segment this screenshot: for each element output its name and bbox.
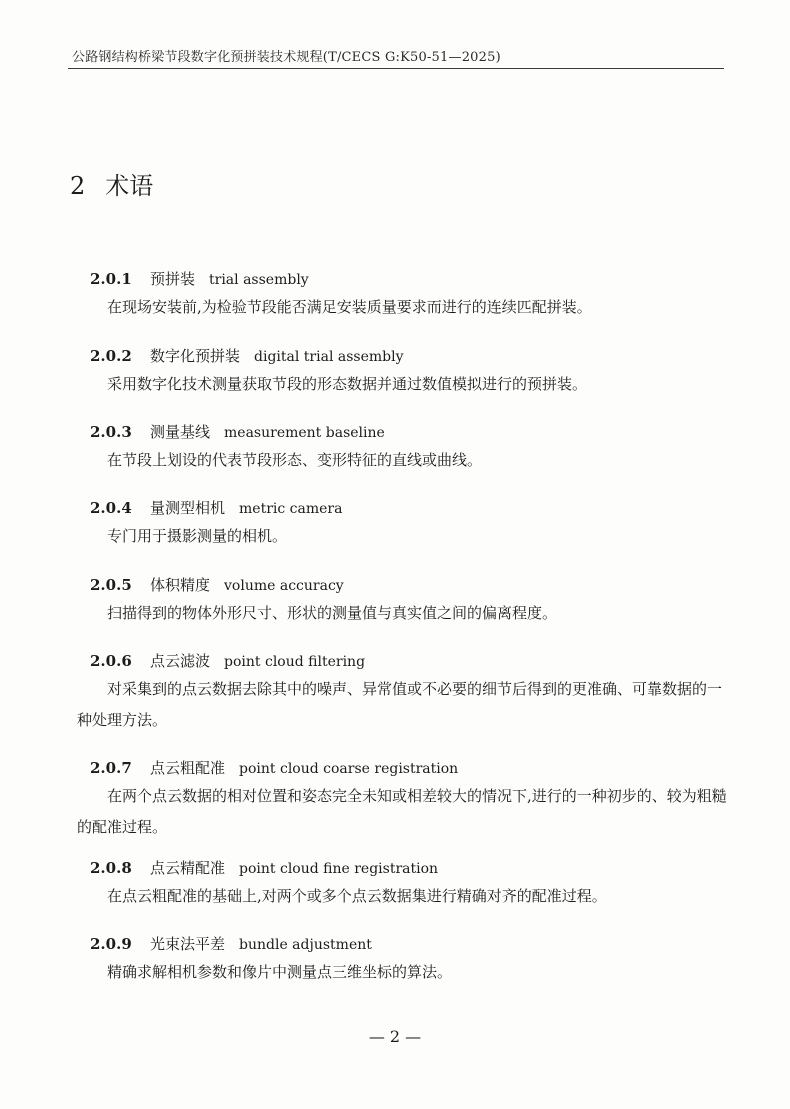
term-english: trial assembly bbox=[209, 272, 309, 288]
term-chinese: 量测型相机 bbox=[150, 499, 226, 517]
term-english: metric camera bbox=[239, 501, 343, 517]
term-number: 2.0.6 bbox=[90, 652, 132, 670]
term-english: point cloud coarse registration bbox=[239, 761, 459, 777]
term-heading bbox=[90, 933, 372, 954]
term-heading bbox=[90, 421, 385, 442]
term-chinese: 光束法平差 bbox=[150, 935, 226, 953]
term-number: 2.0.3 bbox=[90, 423, 132, 441]
term-definition: 在节段上划设的代表节段形态、变形特征的直线或曲线。 bbox=[107, 451, 483, 469]
term-chinese: 点云滤波 bbox=[150, 652, 211, 670]
term-chinese: 点云精配准 bbox=[150, 859, 226, 877]
term-english: point cloud filtering bbox=[224, 654, 366, 670]
term-english: volume accuracy bbox=[224, 578, 344, 594]
term-definition: 对采集到的点云数据去除其中的噪声、异常值或不必要的细节后得到的更准确、可靠数据的一种处理方法。 bbox=[77, 680, 723, 729]
term-english: measurement baseline bbox=[224, 425, 385, 441]
term-english: bundle adjustment bbox=[239, 937, 372, 953]
term-number: 2.0.7 bbox=[90, 759, 132, 777]
chapter-number: 2 bbox=[70, 172, 86, 200]
term-number: 2.0.4 bbox=[90, 499, 132, 517]
term-heading bbox=[90, 650, 365, 671]
header-divider bbox=[68, 68, 724, 69]
term-definition: 在两个点云数据的相对位置和姿态完全未知或相差较大的情况下,进行的一种初步的、较为粗糙的配准过程。 bbox=[77, 787, 727, 836]
term-definition: 在点云粗配准的基础上,对两个或多个点云数据集进行精确对齐的配准过程。 bbox=[107, 887, 607, 905]
term-definition: 精确求解相机参数和像片中测量点三维坐标的算法。 bbox=[107, 963, 453, 981]
term-number: 2.0.1 bbox=[90, 270, 132, 288]
term-number: 2.0.2 bbox=[90, 347, 132, 365]
running-header: 公路钢结构桥梁节段数字化预拼装技术规程(T/CECS G:K50-51—2025) bbox=[72, 50, 501, 65]
term-number: 2.0.5 bbox=[90, 576, 132, 594]
term-chinese: 数字化预拼装 bbox=[150, 347, 241, 365]
page-number: — 2 — bbox=[368, 1027, 422, 1046]
term-heading bbox=[90, 574, 344, 595]
term-chinese: 预拼装 bbox=[150, 270, 196, 288]
term-definition: 采用数字化技术测量获取节段的形态数据并通过数值模拟进行的预拼装。 bbox=[107, 375, 588, 393]
term-english: point cloud fine registration bbox=[239, 861, 439, 877]
term-chinese: 点云粗配准 bbox=[150, 759, 226, 777]
term-heading bbox=[90, 757, 458, 778]
term-heading bbox=[90, 345, 404, 366]
chapter-heading bbox=[70, 166, 153, 201]
term-number: 2.0.8 bbox=[90, 859, 132, 877]
term-number: 2.0.9 bbox=[90, 935, 132, 953]
term-heading bbox=[90, 268, 309, 289]
term-definition: 扫描得到的物体外形尺寸、形状的测量值与真实值之间的偏离程度。 bbox=[107, 604, 558, 622]
chapter-title: 术语 bbox=[105, 172, 154, 200]
term-definition: 在现场安装前,为检验节段能否满足安装质量要求而进行的连续匹配拼装。 bbox=[107, 298, 592, 316]
term-heading bbox=[90, 857, 438, 878]
term-english: digital trial assembly bbox=[254, 349, 404, 365]
term-chinese: 测量基线 bbox=[150, 423, 211, 441]
term-heading bbox=[90, 497, 342, 518]
term-definition: 专门用于摄影测量的相机。 bbox=[107, 527, 288, 545]
term-chinese: 体积精度 bbox=[150, 576, 211, 594]
